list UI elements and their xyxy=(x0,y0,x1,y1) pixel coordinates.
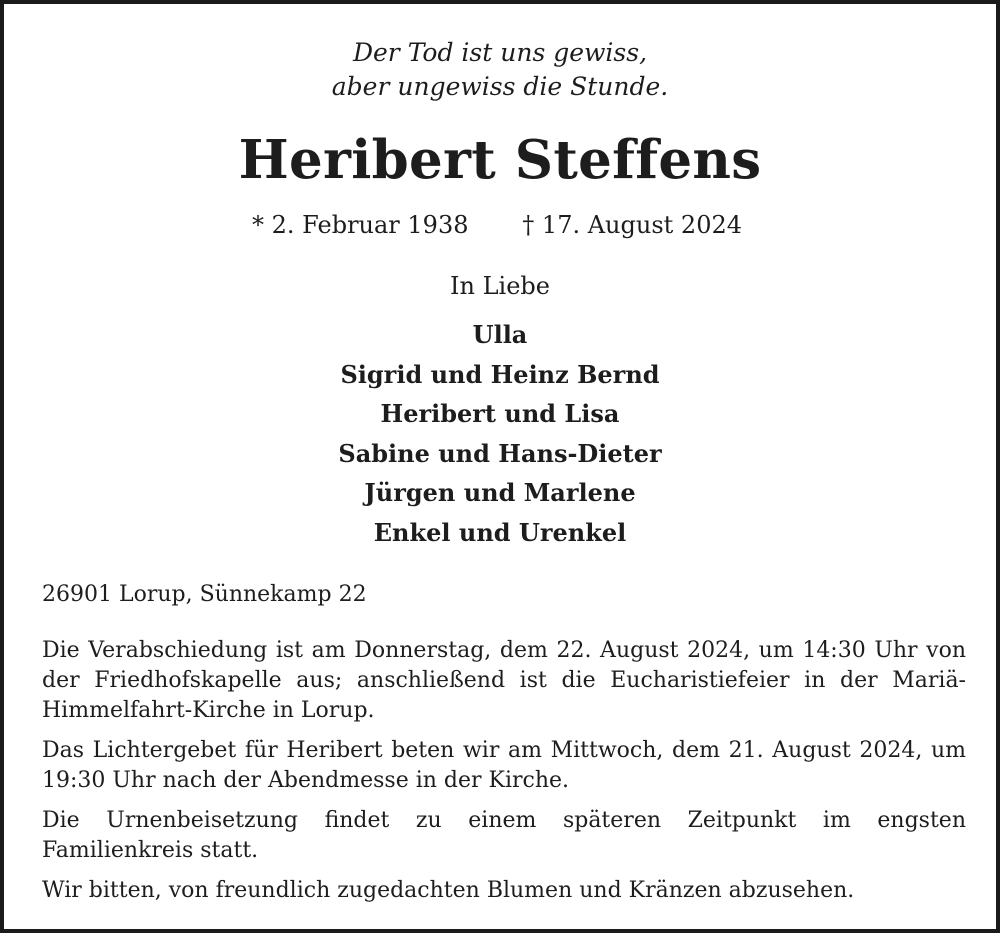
farewell-paragraph: Die Verabschiedung ist am Donnerstag, dem 22. August 2024, um 14:30 Uhr von der Friedhofskapelle aus; anschließend ist die Eucharistiefeier in der Mariä-Himmelfahrt-Kirche in Lorup. xyxy=(42,638,966,723)
motto xyxy=(4,36,996,104)
flowers-paragraph: Wir bitten, von freundlich zugedachten Blumen und Kränzen abzusehen. xyxy=(42,878,855,903)
mourners-list xyxy=(4,315,996,552)
deceased-name: Heribert Steffens xyxy=(238,129,762,191)
in-love-heading: In Liebe xyxy=(450,272,550,300)
burial-paragraph: Die Urnenbeisetzung findet zu einem späteren Zeitpunkt im engsten Familienkreis statt. xyxy=(42,808,966,863)
prayer-paragraph: Das Lichtergebet für Heribert beten wir am Mittwoch, dem 21. August 2024, um 19:30 Uhr nach der Abendmesse in der Kirche. xyxy=(42,738,966,793)
mourner-item: Sabine und Hans-Dieter xyxy=(338,438,662,468)
motto-line-2: aber ungewiss die Stunde. xyxy=(331,72,669,101)
mourner-item: Enkel und Urenkel xyxy=(373,517,627,547)
birth-date: * 2. Februar 1938 xyxy=(252,211,469,239)
mourner-item: Jürgen und Marlene xyxy=(364,478,636,507)
mourner-item: Heribert und Lisa xyxy=(380,399,620,428)
death-date: † 17. August 2024 xyxy=(522,211,742,239)
address: 26901 Lorup, Sünnekamp 22 xyxy=(42,582,367,607)
ceremony-details xyxy=(42,636,966,906)
mourner-item: Ulla xyxy=(472,320,528,349)
motto-line-1: Der Tod ist uns gewiss, xyxy=(352,38,648,67)
mourner-item: Sigrid und Heinz Bernd xyxy=(340,359,660,389)
